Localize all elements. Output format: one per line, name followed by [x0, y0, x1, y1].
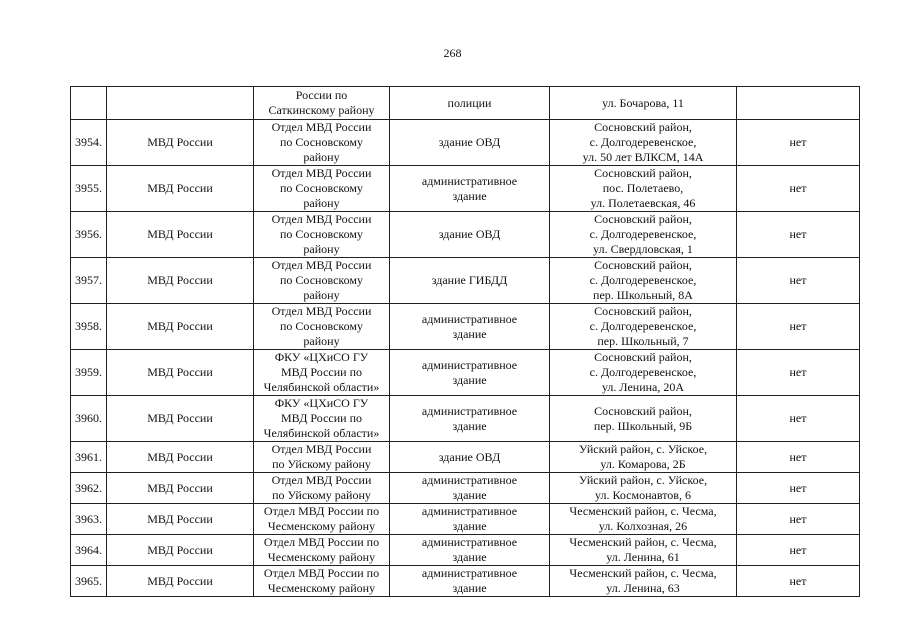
note-cell: нет [737, 396, 860, 442]
unit-cell-line: по Сосновскому [280, 273, 363, 287]
object-type-cell-line: здание [452, 550, 487, 564]
note-cell: нет [737, 442, 860, 473]
address-cell-line: Сосновский район, [594, 403, 692, 418]
unit-cell [254, 350, 390, 396]
organization-cell: МВД России [107, 566, 254, 597]
address-cell-line: Сосновский район, [594, 166, 692, 180]
unit-cell-line: Отдел МВД России [271, 442, 372, 456]
address-cell-line: с. Долгодеревенское, [589, 227, 697, 241]
organization-cell: МВД России [107, 535, 254, 566]
address-cell-line: ул. Ленина, 61 [606, 550, 680, 564]
unit-cell-line: по Сосновскому [280, 227, 363, 241]
address-cell-line: ул. Космонавтов, 6 [595, 488, 691, 502]
address-cell-line: пер. Школьный, 8А [593, 288, 693, 302]
object-type-cell-line: административное [421, 311, 518, 326]
unit-cell-line: Чесменскому району [267, 550, 376, 564]
unit-cell-line: району [303, 288, 340, 302]
note-cell: нет [737, 258, 860, 304]
unit-cell [254, 442, 390, 473]
row-number-cell [71, 87, 107, 120]
object-type-cell [390, 350, 550, 396]
object-type-cell [390, 535, 550, 566]
unit-cell-line: Челябинской области» [263, 426, 380, 440]
unit-cell-line: Отдел МВД России по [263, 535, 380, 549]
address-cell-line: Уйский район, с. Уйское, [578, 442, 708, 456]
object-type-cell [390, 304, 550, 350]
object-type-cell-line: административное [421, 403, 518, 418]
unit-cell-line: району [303, 242, 340, 256]
object-type-cell-line: административное [421, 173, 518, 188]
object-type-cell [390, 473, 550, 504]
organization-cell: МВД России [107, 120, 254, 166]
object-type-cell-line: здание [452, 372, 487, 387]
object-type-cell-line: здание [452, 519, 487, 533]
unit-cell-line: Отдел МВД России [271, 304, 372, 318]
address-cell [550, 535, 737, 566]
object-type-cell-line: здание ОВД [438, 227, 501, 241]
table-row [71, 87, 860, 120]
unit-cell-line: по Сосновскому [280, 181, 363, 195]
table-row [71, 504, 860, 535]
address-cell [550, 304, 737, 350]
row-number-cell: 3965. [71, 566, 107, 597]
object-type-cell-line: здание ГИБДД [431, 273, 508, 287]
note-cell: нет [737, 304, 860, 350]
address-cell [550, 350, 737, 396]
unit-cell-line: району [303, 150, 340, 164]
address-cell-line: ул. Комарова, 2Б [600, 457, 686, 471]
address-cell-line: ул. Полетаевская, 46 [590, 196, 696, 210]
object-type-cell-line: административное [421, 504, 518, 518]
table-row [71, 258, 860, 304]
object-type-cell [390, 212, 550, 258]
unit-cell-line: по Сосновскому [280, 319, 363, 333]
unit-cell [254, 120, 390, 166]
object-type-cell [390, 396, 550, 442]
unit-cell [254, 473, 390, 504]
address-cell [550, 442, 737, 473]
unit-cell-line: Чесменскому району [267, 519, 376, 533]
row-number-cell: 3955. [71, 166, 107, 212]
organization-cell: МВД России [107, 304, 254, 350]
organization-cell: МВД России [107, 258, 254, 304]
row-number-cell: 3960. [71, 396, 107, 442]
object-type-cell-line: административное [421, 357, 518, 372]
organization-cell: МВД России [107, 350, 254, 396]
note-cell: нет [737, 504, 860, 535]
unit-cell-line: Челябинской области» [263, 380, 380, 394]
unit-cell [254, 212, 390, 258]
address-cell-line: Чесменский район, с. Чесма, [569, 504, 717, 518]
object-type-cell-line: административное [421, 473, 518, 487]
table-body [71, 87, 860, 597]
address-cell-line: пер. Школьный, 9Б [593, 418, 693, 433]
address-cell-line: с. Долгодеревенское, [589, 273, 697, 287]
unit-cell [254, 566, 390, 597]
address-cell [550, 504, 737, 535]
address-cell-line: ул. Ленина, 63 [606, 581, 680, 595]
address-cell [550, 166, 737, 212]
unit-cell-line: России по [295, 88, 348, 102]
object-type-cell [390, 566, 550, 597]
address-cell-line: Сосновский район, [594, 212, 692, 226]
note-cell: нет [737, 212, 860, 258]
address-cell [550, 566, 737, 597]
object-type-cell-line: полиции [447, 95, 492, 110]
note-cell: нет [737, 166, 860, 212]
unit-cell-line: Отдел МВД России [271, 120, 372, 134]
unit-cell-line: району [303, 334, 340, 348]
note-cell: нет [737, 535, 860, 566]
organization-cell: МВД России [107, 473, 254, 504]
organization-cell: МВД России [107, 396, 254, 442]
unit-cell [254, 87, 390, 120]
object-type-cell-line: здание [452, 488, 487, 502]
table-row [71, 304, 860, 350]
unit-cell-line: району [303, 196, 340, 210]
organization-cell: МВД России [107, 166, 254, 212]
object-type-cell-line: административное [421, 566, 518, 580]
note-cell: нет [737, 350, 860, 396]
object-type-cell-line: здание ОВД [438, 135, 501, 149]
unit-cell-line: Отдел МВД России [271, 212, 372, 226]
address-cell [550, 212, 737, 258]
row-number-cell: 3963. [71, 504, 107, 535]
unit-cell-line: по Уйскому району [272, 488, 371, 502]
table-row [71, 212, 860, 258]
row-number-cell: 3962. [71, 473, 107, 504]
unit-cell-line: ФКУ «ЦХиСО ГУ [274, 396, 369, 410]
object-type-cell-line: здание [452, 188, 487, 203]
table-row [71, 473, 860, 504]
object-type-cell [390, 504, 550, 535]
unit-cell [254, 166, 390, 212]
unit-cell [254, 535, 390, 566]
note-cell [737, 87, 860, 120]
object-type-cell [390, 258, 550, 304]
objects-table [70, 86, 860, 597]
table-row [71, 166, 860, 212]
unit-cell-line: Отдел МВД России [271, 258, 372, 272]
unit-cell-line: по Сосновскому [280, 135, 363, 149]
page-number: 268 [443, 46, 462, 60]
organization-cell: МВД России [107, 442, 254, 473]
address-cell-line: с. Долгодеревенское, [589, 365, 697, 379]
row-number-cell: 3964. [71, 535, 107, 566]
row-number-cell: 3961. [71, 442, 107, 473]
address-cell [550, 258, 737, 304]
note-cell: нет [737, 473, 860, 504]
row-number-cell: 3957. [71, 258, 107, 304]
unit-cell-line: МВД России по [281, 365, 362, 379]
table-row [71, 120, 860, 166]
address-cell-line: ул. Бочарова, 11 [602, 95, 684, 110]
unit-cell-line: Саткинскому району [268, 103, 375, 117]
address-cell [550, 120, 737, 166]
address-cell [550, 87, 737, 120]
row-number-cell: 3954. [71, 120, 107, 166]
table-row [71, 566, 860, 597]
address-cell-line: Сосновский район, [594, 304, 692, 318]
unit-cell-line: МВД России по [281, 411, 362, 425]
address-cell-line: ул. Свердловская, 1 [593, 242, 693, 256]
address-cell-line: Уйский район, с. Уйское, [578, 473, 708, 487]
unit-cell-line: Чесменскому району [267, 581, 376, 595]
row-number-cell: 3959. [71, 350, 107, 396]
note-cell: нет [737, 120, 860, 166]
object-type-cell-line: здание [452, 326, 487, 341]
unit-cell-line: ФКУ «ЦХиСО ГУ [274, 350, 369, 364]
row-number-cell: 3958. [71, 304, 107, 350]
address-cell-line: Сосновский район, [594, 120, 692, 134]
table-row [71, 396, 860, 442]
object-type-cell [390, 166, 550, 212]
address-cell-line: ул. 50 лет ВЛКСМ, 14А [582, 150, 704, 164]
unit-cell [254, 504, 390, 535]
unit-cell-line: Отдел МВД России по [263, 566, 380, 580]
address-cell-line: Сосновский район, [594, 350, 692, 364]
organization-cell: МВД России [107, 212, 254, 258]
table-row [71, 535, 860, 566]
row-number-cell: 3956. [71, 212, 107, 258]
unit-cell-line: Отдел МВД России [271, 473, 372, 487]
object-type-cell [390, 442, 550, 473]
unit-cell-line: по Уйскому району [272, 457, 371, 471]
address-cell-line: пос. Полетаево, [602, 181, 684, 195]
address-cell-line: Сосновский район, [594, 258, 692, 272]
object-type-cell [390, 87, 550, 120]
organization-cell [107, 87, 254, 120]
address-cell-line: пер. Школьный, 7 [597, 334, 689, 348]
table-row [71, 350, 860, 396]
address-cell-line: ул. Ленина, 20А [601, 380, 685, 394]
organization-cell: МВД России [107, 504, 254, 535]
object-type-cell-line: административное [421, 535, 518, 549]
object-type-cell-line: здание ОВД [438, 449, 501, 464]
address-cell-line: с. Долгодеревенское, [589, 319, 697, 333]
address-cell [550, 473, 737, 504]
unit-cell [254, 258, 390, 304]
object-type-cell [390, 120, 550, 166]
address-cell-line: Чесменский район, с. Чесма, [569, 566, 717, 580]
note-cell: нет [737, 566, 860, 597]
unit-cell-line: Отдел МВД России по [263, 504, 380, 518]
object-type-cell-line: здание [452, 418, 487, 433]
address-cell-line: с. Долгодеревенское, [589, 135, 697, 149]
unit-cell [254, 396, 390, 442]
unit-cell-line: Отдел МВД России [271, 166, 372, 180]
address-cell-line: Чесменский район, с. Чесма, [569, 535, 717, 549]
address-cell [550, 396, 737, 442]
unit-cell [254, 304, 390, 350]
object-type-cell-line: здание [452, 581, 487, 595]
table-row [71, 442, 860, 473]
address-cell-line: ул. Колхозная, 26 [598, 519, 688, 533]
